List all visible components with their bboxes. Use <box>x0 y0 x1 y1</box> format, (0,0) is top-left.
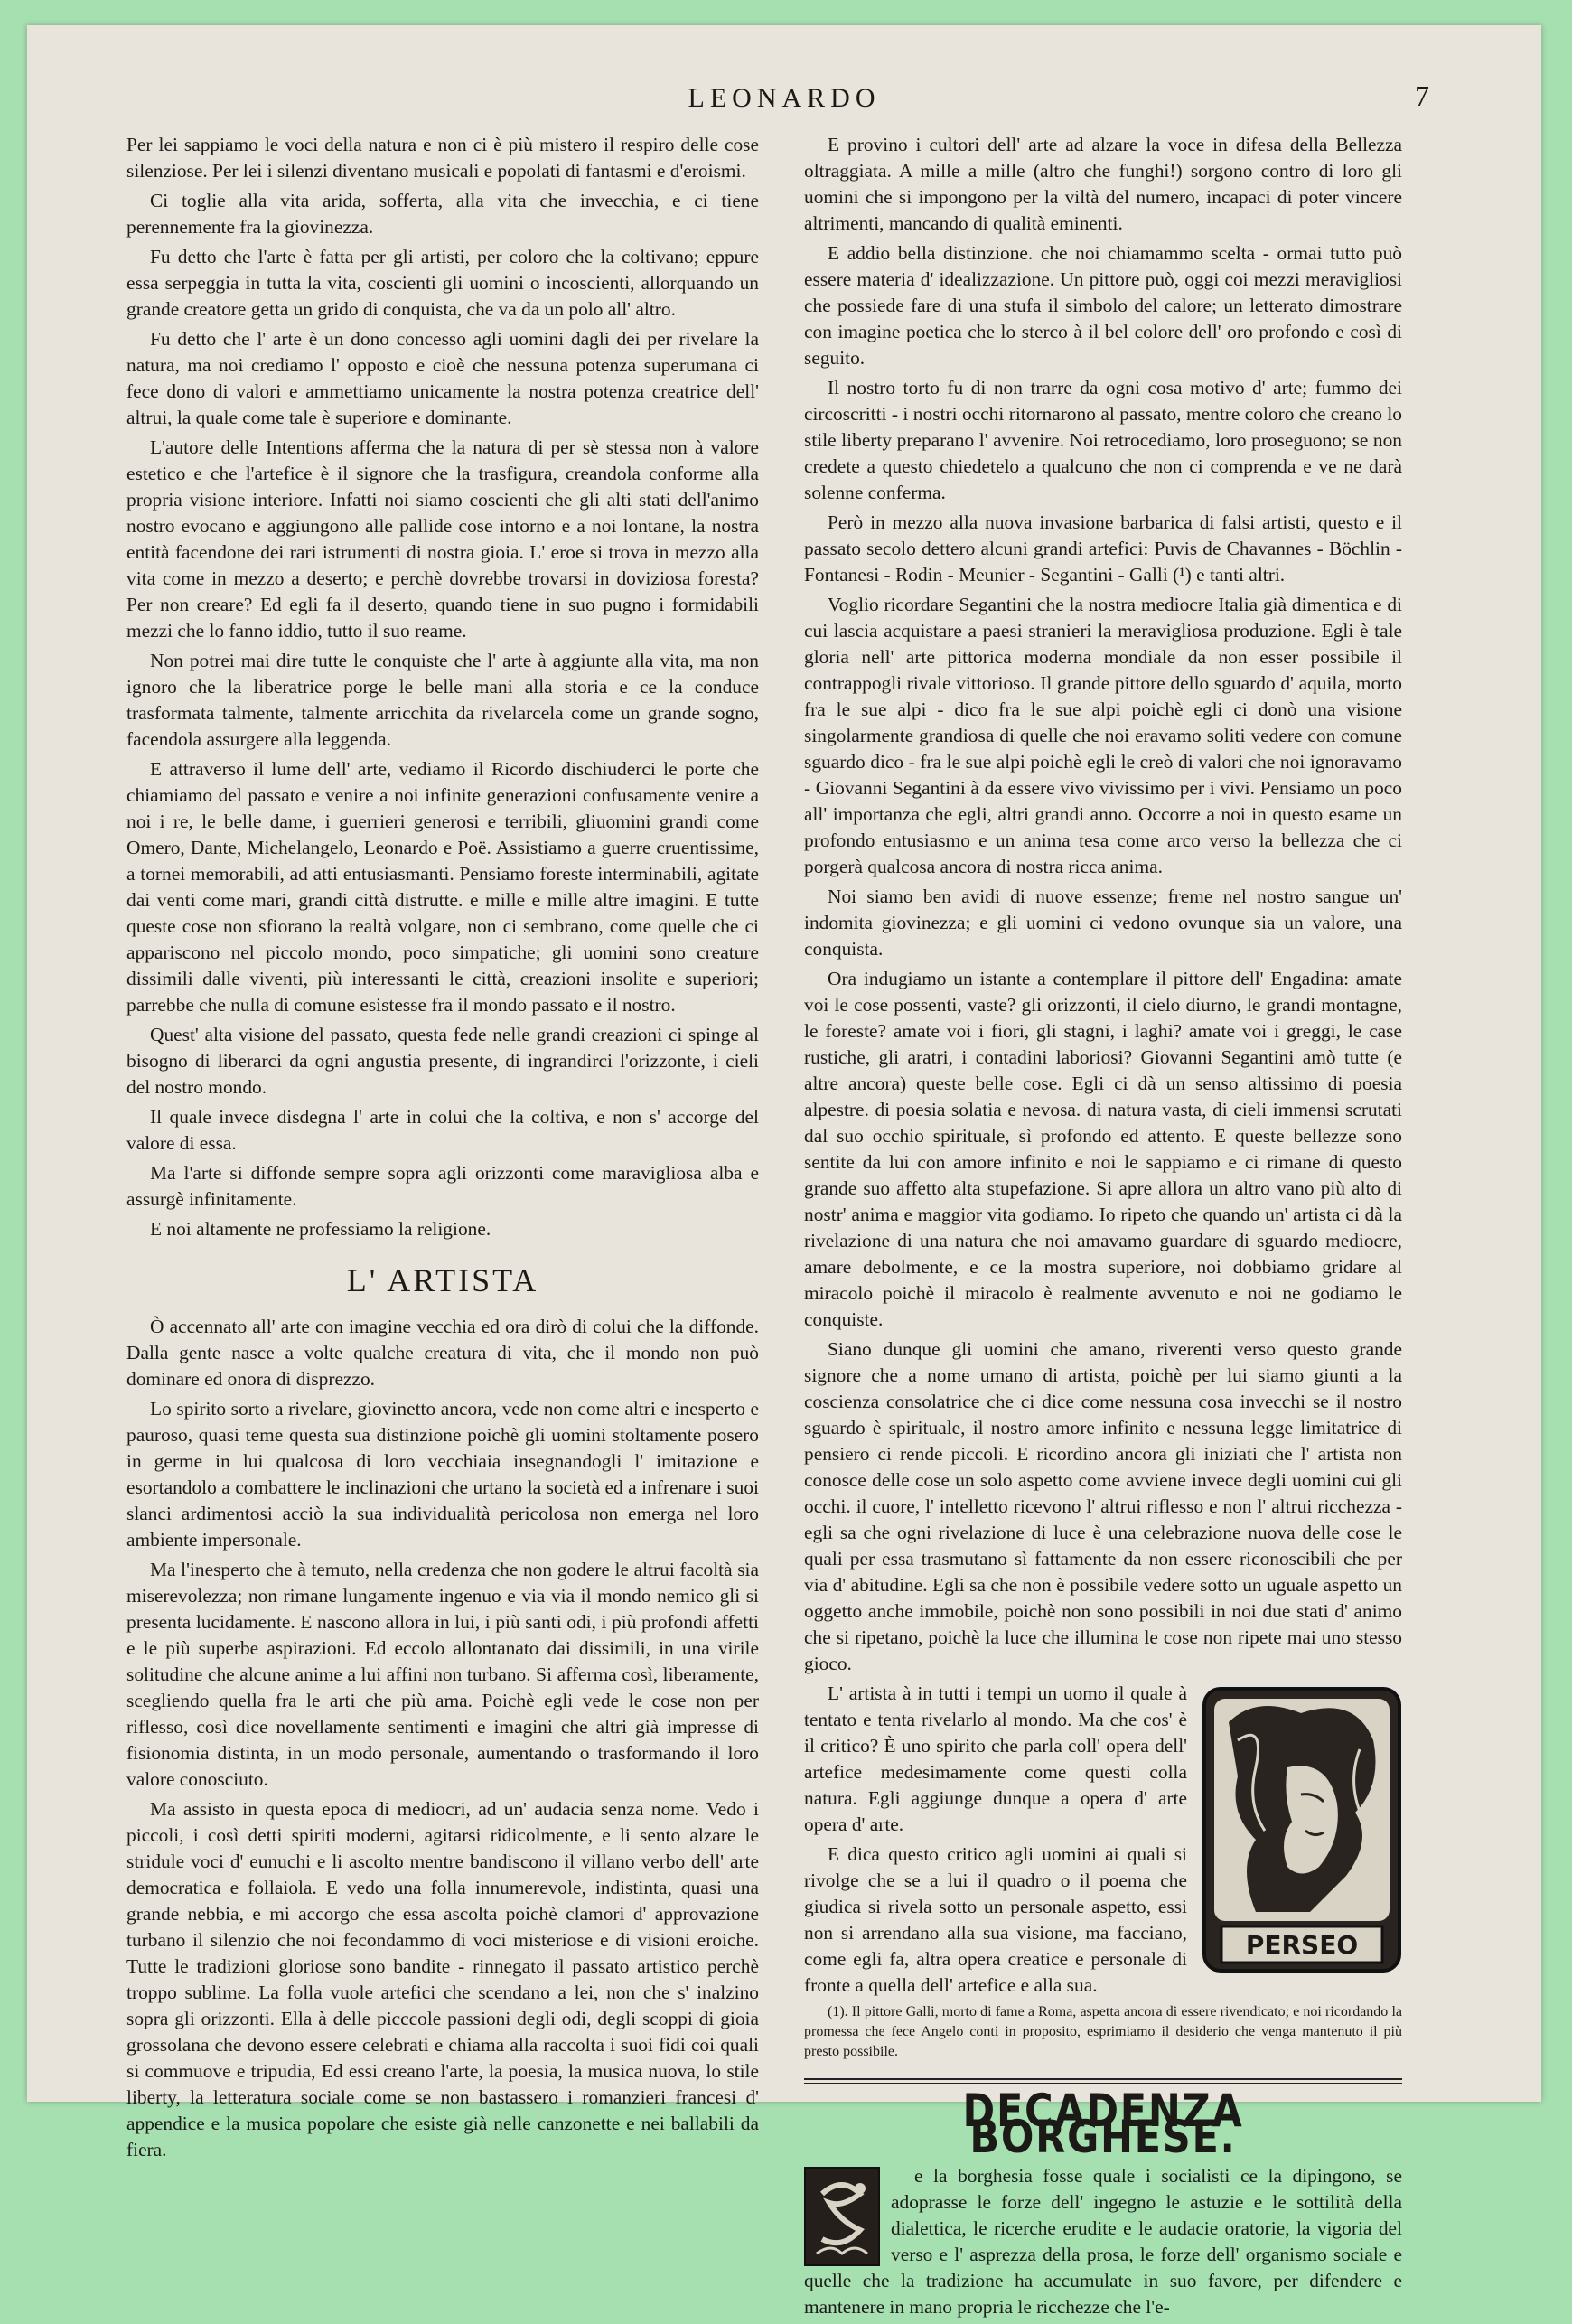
paragraph: Per lei sappiamo le voci della natura e non ci è più mistero il respiro delle cose silenziose. Per lei i silenzi diventano musicali e popolati di fantasmi e d'eroismi. <box>126 134 759 182</box>
paragraph: Il quale invece disdegna l' arte in colui che la coltiva, e non s' accorge del valore di essa. <box>126 1106 759 1154</box>
paragraph: Ma assisto in questa epoca di mediocri, ad un' audacia senza nome. Vedo i piccoli, i così detti spiriti moderni, agitarsi ridicolmente, e li sento alzare le stridule voci d' eunuchi e li ascolto mentre bandiscono il villano verbo dell' arte democratica e follaiola. E vedo una folla innumerevole, indistinta, quasi una grande nebbia, e mi accorgo che essa ascolta poichè clamori d' approvazione turbano il silenzio che noi fecondammo di voci misteriose e di visioni eroiche. Tutte le tradizioni gloriose sono bandite - rinnegato il passato artistico perchè troppo sublime. La folla vuole artefici che scendano a lei, non che s' inalzino sopra gli orizzonti. Ella à delle picccole passioni degli odi, degli scoppi di gioia grossolana che devono essere celebrati e chiama alla raccolta i suoi fidi coi quali si commuove e tripudia, Ed essi creano l'arte, la poesia, la musica nuova, lo stile liberty, la letteratura sociale come se non bastassero i romanzieri francesi d' appendice e la musica popolare che esiste già nelle canzonette e nei ballabili da fiera. <box>126 1798 759 2160</box>
paragraph: Però in mezzo alla nuova invasione barbarica di falsi artisti, questo e il passato secolo dettero alcuni grandi artefici: Puvis de Chavannes - Böchlin - Fontanesi - Rodin - Meunier - Segantini - Galli (¹) e tanti altri. <box>804 511 1402 586</box>
decorated-initial-image <box>804 2167 880 2266</box>
paragraph: Ma l'arte si diffonde sempre sopra agli orizzonti come maravigliosa alba e assurgè infinitamente. <box>126 1162 759 1210</box>
paragraph: Voglio ricordare Segantini che la nostra mediocre Italia già dimentica e di cui lascia acquistare a paesi stranieri la meravigliosa produzione. Egli è tale gloria nell' arte pittorica moderna mondiale da non esser possibile il contrappogli rivale vittorioso. Il grande pittore dello sguardo d' aquila, morto fra le sue alpi - dico fra le sue alpi poichè egli ci donò una visione singolarmente grandiosa di quelle che noi eravamo soliti vedere con comune sguardo dico - fra le sue alpi poichè egli le creò di valori che noi ignoravamo - Giovanni Segantini à da essere vivo vivissimo per i vivi. Pensiamo un poco all' importanza che egli, altri grandi anno. Occorre a noi in questo esame un profondo entusiasmo e un anima tesa come arco verso la bellezza che ci porgerà qualcosa ancora di nostra ricca anima. <box>804 594 1402 877</box>
paragraph: E attraverso il lume dell' arte, vediamo il Ricordo dischiuderci le porte che chiamiamo del passato e venire a noi infinite generazioni confusamente venire a noi i re, le belle dame, i guerrieri generosi e terribili, gliuomini grandi come Omero, Dante, Michelangelo, Leonardo e Poë. Assistiamo a guerre cruentissime, a tornei memorabili, ad atti entusiasmanti. Pensiamo foreste interminabili, agitate dai venti come mari, grandi città distrutte. e mille e mille altre imagini. E tutte queste cose non sfiorano la realtà volgare, non ci sembrano, come quelle che ci appariscono nel piccolo mondo, poco simpatiche; gli uomini sono creature dissimili dalle viventi, più interessanti le città, creazioni insolite e superiori; parrebbe che nulla di comune esistesse fra il mondo passato e il nostro. <box>126 758 759 1016</box>
paragraph: E dica questo critico agli uomini ai quali si rivolge che se a lui il quadro o il poema che giudica si rivela sotto un personale aspetto, essi non si arrendano alla sua visione, ma facciano, come egli fa, altra opera creatice e personale di fronte a quella dell' artefice e alla sua. <box>804 1843 1187 1996</box>
woodcut-portrait-image <box>1202 1686 1402 1973</box>
decorated-initial <box>804 2167 880 2266</box>
paragraph: Il nostro torto fu di non trarre da ogni cosa motivo d' arte; fummo dei circoscritti - i nostri occhi ritornarono al passato, mentre coloro che creano lo stile liberty preparano l' avvenire. Noi retrocediamo, loro proseguono; se non credete a questo chiedetelo a qualcuno che non ci comprenda e ve ne darà solenne conferma. <box>804 377 1402 503</box>
paragraph: Siano dunque gli uomini che amano, riverenti verso questo grande signore che a nome umano di artista, poichè per lui siamo giunti a la coscienza consolatrice che ci dice come nessuna cosa invecchi se il nostro sguardo è spirituale, il nostro amore infinito e nessuna legge limitatrice di pensiero ci rende piccoli. E ricordino ancora gli iniziati che l' artista non conosce delle cose un solo aspetto come avviene invece degli uomini cui gli occhi. il cuore, l' intelletto ricevono l' altrui riflesso e non l' altrui ricchezza - egli sa che ogni rivelazione di luce è una celebrazione nuova delle cose le quali per essa trasmutano sì fattamente da non essere riconoscibili che per via d' abitudine. Egli sa che non è possibile vedere sotto un uguale aspetto un oggetto anche immobile, poichè non sono possibili in noi due stati d' animo che si ripetano, poichè la luce che illumina le cose non ripete mai uno stesso gioco. <box>804 1338 1402 1674</box>
paragraph: Fu detto che l' arte è un dono concesso agli uomini dagli dei per rivelare la natura, ma noi crediamo l' opposto e cioè che nessuna potenza superumana ci fece dono di valori e ammettiamo unicamente la nostra potenza creatrice dell' altrui, la quale come tale è superiore e dominante. <box>126 328 759 428</box>
left-column <box>126 132 759 2167</box>
paragraph: Ò accennato all' arte con imagine vecchia ed ora dirò di colui che la diffonde. Dalla gente nasce a volte qualche creatura di vita, che il mondo non può dominare ed onora di disprezzo. <box>126 1316 759 1390</box>
article-paragraph: e la borghesia fosse quale i socialisti ce la dipingono, se adoprasse le forze dell' ingegno le astuzie e le sottilità della dialettica, le ricerche erudite e le audacie oratorie, la vigoria del verso e l' asprezza della prosa, le forze dell' organismo sociale e quelle che la tradizione ha accumulate in suo favore, per difendere e mantenere in mano propria le ricchezze che l'e- <box>804 2165 1402 2318</box>
paragraph: L'autore delle Intentions afferma che la natura di per sè stessa non à valore estetico e che l'artefice è il signore che la trasfigura, creandola conforme alla propria visione interiore. Infatti noi siamo coscienti che gli alti stati dell'animo nostro evocano e aggiungono alle pallide cose intorno e a noi lontane, la nostra entità facendone dei rari istrumenti di nostra gioia. L' eroe si trova in mezzo alla vita come in mezzo a deserto; e perchè dovrebbe trovarsi in doviziosa foresta? Per non creare? Ed egli fa il deserto, quando tiene in suo pugno i formidabili mezzi che lo fanno iddio, tutto il suo reame. <box>126 436 759 642</box>
perseo-illustration <box>1202 1686 1402 1973</box>
page <box>27 25 1541 2318</box>
article-headline: DECADENZA BORGHESE. <box>962 2085 1244 2163</box>
page-number: 7 <box>1415 80 1429 112</box>
paragraph: Ma l'inesperto che à temuto, nella credenza che non godere le altrui facoltà sia miserevolezza; non rimane lungamente ingenuo e via via il mondo nemico gli si presenta lucidamente. E nascono allora in lui, i più santi odi, i più profondi affetti e le più superbe aspirazioni. Ed eccolo allontanato dai dissimili, in una virile solitudine che alcune anime a lui affini non turbano. Si afferma così, liberamente, scegliendo quella fra le arti che più ama. Poichè egli vede le cose non per riflesso, così dice novellamente sentimenti e imagini che altri già impresse di fisionomia distinta, in un modo personale, aumentando o trasformando il loro valore conosciuto. <box>126 1559 759 1790</box>
footnote: (1). Il pittore Galli, morto di fame a Roma, aspetta ancora di essere rivendicato; e noi ricordando la promessa che fece Angelo conti in proposito, esprimiamo il desiderio che venga mantenuto il più presto possibile. <box>804 2004 1402 2059</box>
paragraph: E addio bella distinzione. che noi chiamammo scelta - ormai tutto può essere materia d' idealizzazione. Un pittore può, oggi coi mezzi meravigliosi che possiede fare di una stufa il simbolo del calore; un letterato dimostrare con imagine poetica che lo sterco à il bel colore dell' oro profondo e così di seguito. <box>804 242 1402 369</box>
journal-title: LEONARDO <box>688 83 881 113</box>
paragraph: Ci toglie alla vita arida, sofferta, alla vita che invecchia, e ci tiene perennemente fra la giovinezza. <box>126 190 759 238</box>
figure-caption: PERSEO <box>1245 1930 1359 1960</box>
paragraph: Ora indugiamo un istante a contemplare il pittore dell' Engadina: amate voi le cose possenti, vaste? gli orizzonti, il cielo diurno, le grandi montagne, le foreste? amate voi i fiori, gli stagni, i laghi? amate voi i greggi, le case rustiche, gli aratri, i contadini laboriosi? Giovanni Segantini amò tutte (e altre ancora) queste belle cose. Egli ci dà un senso altissimo di poesia alpestre. di poesia solatia e nevosa. di natura vasta, di cieli immensi scrutati dal suo occhio spirituale, sì profondo ed attento. E queste bellezze sono sentite da lui con amore infinito e noi le sappiamo e ci rimane di questo grande suo affetto alta stupefazione. Si apre allora un altro vano più alto di nostr' anima e maggior vita godiamo. Io ripeto che quando un' artista ci dà la rivelazione di una natura che noi amavamo guardare di sguardo mediocre, amare debolmente, e ce la mostra superiore, noi dobbiamo gridare al miracolo poichè il miracolo è realmente avvenuto e noi ne godiamo le conquiste. <box>804 968 1402 1330</box>
divider <box>804 2078 1402 2080</box>
paragraph: Fu detto che l'arte è fatta per gli artisti, per coloro che la coltivano; eppure essa serpeggia in tutta la vita, coscienti gli uomini o incoscienti, allorquando un grande creatore getta un grido di conquista, che va da un polo all' altro. <box>126 246 759 320</box>
paragraph: Non potrei mai dire tutte le conquiste che l' arte à aggiunte alla vita, ma non ignoro che la liberatrice porge le belle mani alla storia e ce la conduce trasformata talmente, talmente arricchita da rivelarcela come un grande sogno, facendola assurgere alla leggenda. <box>126 650 759 750</box>
divider <box>804 2083 1402 2084</box>
paragraph: Noi siamo ben avidi di nuove essenze; freme nel nostro sangue un' indomita giovinezza; e gli uomini ci vedono ovunque sia un valore, una conquista. <box>804 886 1402 960</box>
running-head <box>27 80 1541 119</box>
paragraph: Lo spirito sorto a rivelare, giovinetto ancora, vede non come altri e inesperto e pauroso, quasi teme questa sua distinzione poichè gli uomini stoltamente posero in germe in lui qualcosa di loro vecchiaia insegnandogli l' imitazione e esortandolo a combattere le inclinazioni che urtano la società ed a infrenare i suoi slanci ardimentosi acciò la sua individualità pericolosa non emerga nel loro ambiente impersonale. <box>126 1398 759 1551</box>
section-heading: L' ARTISTA <box>346 1262 539 1298</box>
right-column <box>804 132 1402 2324</box>
paragraph: Quest' alta visione del passato, questa fede nelle grandi creazioni ci spinge al bisogno di liberarci da ogni angustia presente, di ingrandirci l'orizzonte, i cieli del nostro mondo. <box>126 1024 759 1098</box>
paragraph: E noi altamente ne professiamo la religione. <box>150 1218 491 1240</box>
paragraph: E provino i cultori dell' arte ad alzare la voce in difesa della Bellezza oltraggiata. A mille a mille (altro che funghi!) sorgono contro di loro gli uomini che si impongono per la viltà del numero, incapaci di poter vincere altrimenti, mancando di qualità eminenti. <box>804 134 1402 234</box>
paragraph: L' artista à in tutti i tempi un uomo il quale à tentato e tenta rivelarlo al mondo. Ma che cos' è il critico? È uno spirito che parla coll' opera dell' artefice medesimamente come questi colla natura. Egli aggiunge dunque a opera d' arte opera d' arte. <box>804 1682 1187 1835</box>
